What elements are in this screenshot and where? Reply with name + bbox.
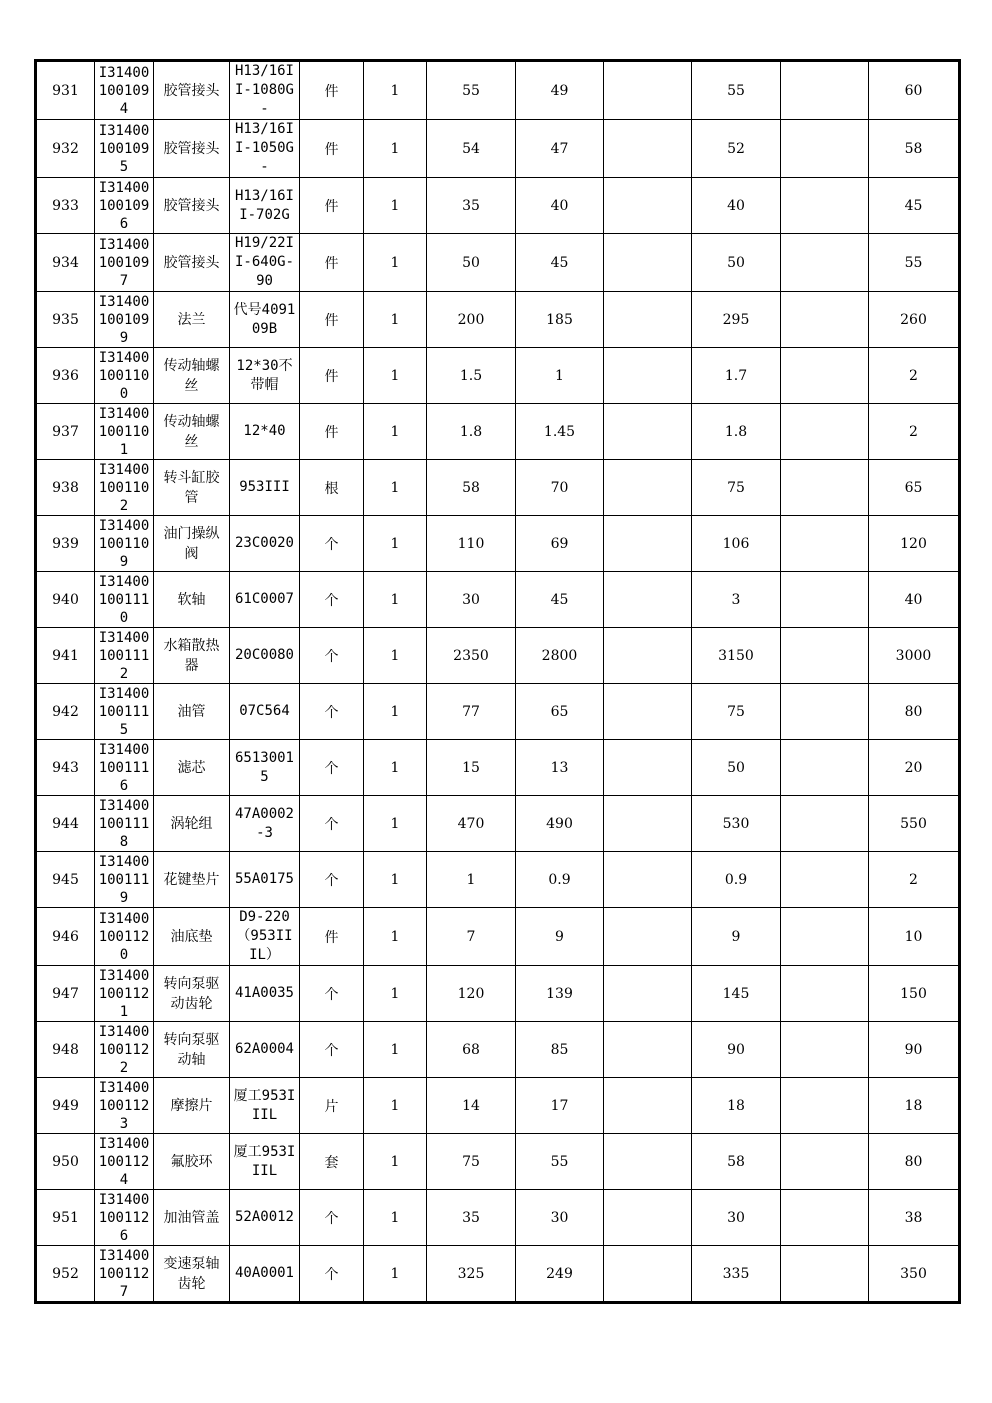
price-2-cell: 47: [516, 120, 604, 178]
price-6-cell: 80: [869, 684, 960, 740]
unit-cell: 个: [300, 1022, 364, 1078]
price-1-cell: 77: [427, 684, 516, 740]
part-name-cell: 摩擦片: [154, 1078, 230, 1134]
price-5-cell: [781, 628, 869, 684]
table-row: [36, 1078, 960, 1134]
price-3-cell: [604, 1078, 692, 1134]
price-2-cell: 9: [516, 908, 604, 966]
part-spec-cell: H13/16II-702G: [230, 178, 300, 234]
price-4-cell: 3150: [692, 628, 781, 684]
part-spec-cell: 65130015: [230, 740, 300, 796]
row-number-cell: 943: [36, 740, 95, 796]
row-number-cell: 950: [36, 1134, 95, 1190]
price-6-cell: 2: [869, 348, 960, 404]
row-number-cell: 942: [36, 684, 95, 740]
unit-cell: 个: [300, 1190, 364, 1246]
price-3-cell: [604, 61, 692, 120]
price-6-cell: 45: [869, 178, 960, 234]
price-6-cell: 38: [869, 1190, 960, 1246]
part-spec-cell: 20C0080: [230, 628, 300, 684]
price-2-cell: 45: [516, 234, 604, 292]
price-2-cell: 2800: [516, 628, 604, 684]
row-number-cell: 939: [36, 516, 95, 572]
price-5-cell: [781, 852, 869, 908]
price-1-cell: 75: [427, 1134, 516, 1190]
price-6-cell: 20: [869, 740, 960, 796]
unit-cell: 片: [300, 1078, 364, 1134]
price-2-cell: 30: [516, 1190, 604, 1246]
part-spec-cell: 07C564: [230, 684, 300, 740]
price-1-cell: 2350: [427, 628, 516, 684]
row-number-cell: 934: [36, 234, 95, 292]
part-name-cell: 变速泵轴齿轮: [154, 1246, 230, 1303]
price-2-cell: 1: [516, 348, 604, 404]
price-6-cell: 65: [869, 460, 960, 516]
price-5-cell: [781, 348, 869, 404]
row-number-cell: 949: [36, 1078, 95, 1134]
quantity-cell: 1: [364, 234, 427, 292]
price-6-cell: 260: [869, 292, 960, 348]
price-3-cell: [604, 740, 692, 796]
material-code-cell: I31400100109 9: [95, 292, 154, 348]
price-6-cell: 120: [869, 516, 960, 572]
quantity-cell: 1: [364, 740, 427, 796]
quantity-cell: 1: [364, 1246, 427, 1303]
quantity-cell: 1: [364, 628, 427, 684]
price-1-cell: 325: [427, 1246, 516, 1303]
part-name-cell: 法兰: [154, 292, 230, 348]
price-6-cell: 60: [869, 61, 960, 120]
quantity-cell: 1: [364, 404, 427, 460]
quantity-cell: 1: [364, 120, 427, 178]
price-6-cell: 2: [869, 404, 960, 460]
price-4-cell: 335: [692, 1246, 781, 1303]
price-2-cell: 490: [516, 796, 604, 852]
price-6-cell: 58: [869, 120, 960, 178]
part-spec-cell: H13/16II-1050G-: [230, 120, 300, 178]
price-5-cell: [781, 1022, 869, 1078]
row-number-cell: 931: [36, 61, 95, 120]
price-5-cell: [781, 460, 869, 516]
quantity-cell: 1: [364, 1078, 427, 1134]
price-3-cell: [604, 1246, 692, 1303]
part-spec-cell: 61C0007: [230, 572, 300, 628]
unit-cell: 个: [300, 852, 364, 908]
price-1-cell: 1.8: [427, 404, 516, 460]
material-code-cell: I31400100112 3: [95, 1078, 154, 1134]
price-3-cell: [604, 1190, 692, 1246]
price-3-cell: [604, 404, 692, 460]
table-row: [36, 740, 960, 796]
quantity-cell: 1: [364, 292, 427, 348]
quantity-cell: 1: [364, 1190, 427, 1246]
price-3-cell: [604, 1134, 692, 1190]
row-number-cell: 945: [36, 852, 95, 908]
row-number-cell: 944: [36, 796, 95, 852]
price-1-cell: 54: [427, 120, 516, 178]
price-1-cell: 1.5: [427, 348, 516, 404]
row-number-cell: 933: [36, 178, 95, 234]
price-5-cell: [781, 61, 869, 120]
unit-cell: 个: [300, 1246, 364, 1303]
price-4-cell: 30: [692, 1190, 781, 1246]
quantity-cell: 1: [364, 966, 427, 1022]
price-5-cell: [781, 908, 869, 966]
material-code-cell: I31400100112 2: [95, 1022, 154, 1078]
table-row: [36, 572, 960, 628]
part-name-cell: 加油管盖: [154, 1190, 230, 1246]
price-4-cell: 3: [692, 572, 781, 628]
material-code-cell: I31400100109 5: [95, 120, 154, 178]
unit-cell: 件: [300, 292, 364, 348]
part-name-cell: 油底垫: [154, 908, 230, 966]
material-code-cell: I31400100112 4: [95, 1134, 154, 1190]
price-4-cell: 1.8: [692, 404, 781, 460]
table-body: [36, 61, 960, 1303]
part-name-cell: 氟胶环: [154, 1134, 230, 1190]
quantity-cell: 1: [364, 684, 427, 740]
price-1-cell: 200: [427, 292, 516, 348]
material-code-cell: I31400100110 1: [95, 404, 154, 460]
part-spec-cell: 62A0004: [230, 1022, 300, 1078]
price-6-cell: 40: [869, 572, 960, 628]
unit-cell: 件: [300, 908, 364, 966]
price-2-cell: 1.45: [516, 404, 604, 460]
price-2-cell: 45: [516, 572, 604, 628]
part-spec-cell: 代号409109B: [230, 292, 300, 348]
part-spec-cell: 厦工953IIIL: [230, 1078, 300, 1134]
price-1-cell: 35: [427, 1190, 516, 1246]
price-3-cell: [604, 1022, 692, 1078]
price-4-cell: 145: [692, 966, 781, 1022]
price-2-cell: 13: [516, 740, 604, 796]
part-spec-cell: 23C0020: [230, 516, 300, 572]
row-number-cell: 938: [36, 460, 95, 516]
table-row: [36, 178, 960, 234]
price-5-cell: [781, 1134, 869, 1190]
price-5-cell: [781, 292, 869, 348]
price-3-cell: [604, 628, 692, 684]
part-name-cell: 软轴: [154, 572, 230, 628]
part-name-cell: 胶管接头: [154, 234, 230, 292]
part-name-cell: 油管: [154, 684, 230, 740]
price-3-cell: [604, 292, 692, 348]
part-spec-cell: H19/22II-640G-90: [230, 234, 300, 292]
part-name-cell: 传动轴螺丝: [154, 404, 230, 460]
price-1-cell: 470: [427, 796, 516, 852]
price-5-cell: [781, 1078, 869, 1134]
price-4-cell: 9: [692, 908, 781, 966]
table-row: [36, 61, 960, 120]
price-1-cell: 50: [427, 234, 516, 292]
material-code-cell: I31400100111 0: [95, 572, 154, 628]
part-name-cell: 转向泵驱动齿轮: [154, 966, 230, 1022]
material-code-cell: I31400100112 6: [95, 1190, 154, 1246]
material-code-cell: I31400100110 9: [95, 516, 154, 572]
price-6-cell: 90: [869, 1022, 960, 1078]
material-code-cell: I31400100111 2: [95, 628, 154, 684]
row-number-cell: 946: [36, 908, 95, 966]
unit-cell: 个: [300, 796, 364, 852]
part-name-cell: 滤芯: [154, 740, 230, 796]
price-2-cell: 40: [516, 178, 604, 234]
price-4-cell: 40: [692, 178, 781, 234]
unit-cell: 个: [300, 572, 364, 628]
price-5-cell: [781, 1190, 869, 1246]
price-1-cell: 120: [427, 966, 516, 1022]
price-3-cell: [604, 178, 692, 234]
material-code-cell: I31400100110 0: [95, 348, 154, 404]
table-row: [36, 908, 960, 966]
unit-cell: 件: [300, 178, 364, 234]
price-4-cell: 50: [692, 234, 781, 292]
part-spec-cell: 52A0012: [230, 1190, 300, 1246]
table-row: [36, 516, 960, 572]
quantity-cell: 1: [364, 348, 427, 404]
price-1-cell: 68: [427, 1022, 516, 1078]
quantity-cell: 1: [364, 1134, 427, 1190]
row-number-cell: 948: [36, 1022, 95, 1078]
quantity-cell: 1: [364, 178, 427, 234]
quantity-cell: 1: [364, 852, 427, 908]
price-2-cell: 70: [516, 460, 604, 516]
price-6-cell: 2: [869, 852, 960, 908]
price-6-cell: 10: [869, 908, 960, 966]
price-6-cell: 3000: [869, 628, 960, 684]
table-row: [36, 120, 960, 178]
price-3-cell: [604, 966, 692, 1022]
part-spec-cell: 41A0035: [230, 966, 300, 1022]
price-6-cell: 150: [869, 966, 960, 1022]
material-code-cell: I31400100111 9: [95, 852, 154, 908]
quantity-cell: 1: [364, 460, 427, 516]
part-spec-cell: 12*40: [230, 404, 300, 460]
price-4-cell: 106: [692, 516, 781, 572]
quantity-cell: 1: [364, 61, 427, 120]
price-4-cell: 90: [692, 1022, 781, 1078]
price-5-cell: [781, 1246, 869, 1303]
table-row: [36, 684, 960, 740]
unit-cell: 件: [300, 61, 364, 120]
row-number-cell: 941: [36, 628, 95, 684]
unit-cell: 个: [300, 684, 364, 740]
material-code-cell: I31400100112 7: [95, 1246, 154, 1303]
price-2-cell: 17: [516, 1078, 604, 1134]
quantity-cell: 1: [364, 908, 427, 966]
price-5-cell: [781, 516, 869, 572]
table-row: [36, 966, 960, 1022]
price-4-cell: 55: [692, 61, 781, 120]
price-6-cell: 350: [869, 1246, 960, 1303]
row-number-cell: 947: [36, 966, 95, 1022]
price-3-cell: [604, 572, 692, 628]
part-spec-cell: 953III: [230, 460, 300, 516]
quantity-cell: 1: [364, 796, 427, 852]
price-2-cell: 139: [516, 966, 604, 1022]
material-code-cell: I31400100109 4: [95, 61, 154, 120]
price-5-cell: [781, 404, 869, 460]
material-code-cell: I31400100109 6: [95, 178, 154, 234]
row-number-cell: 937: [36, 404, 95, 460]
price-4-cell: 52: [692, 120, 781, 178]
table-row: [36, 460, 960, 516]
unit-cell: 件: [300, 404, 364, 460]
part-name-cell: 涡轮组: [154, 796, 230, 852]
unit-cell: 件: [300, 348, 364, 404]
table-row: [36, 852, 960, 908]
price-3-cell: [604, 348, 692, 404]
table-row: [36, 628, 960, 684]
row-number-cell: 940: [36, 572, 95, 628]
row-number-cell: 932: [36, 120, 95, 178]
price-3-cell: [604, 684, 692, 740]
part-name-cell: 转斗缸胶管: [154, 460, 230, 516]
price-5-cell: [781, 740, 869, 796]
material-code-cell: I31400100111 8: [95, 796, 154, 852]
table-row: [36, 1190, 960, 1246]
material-code-cell: I31400100110 2: [95, 460, 154, 516]
row-number-cell: 935: [36, 292, 95, 348]
material-code-cell: I31400100111 6: [95, 740, 154, 796]
price-2-cell: 249: [516, 1246, 604, 1303]
price-3-cell: [604, 120, 692, 178]
price-3-cell: [604, 908, 692, 966]
price-4-cell: 295: [692, 292, 781, 348]
price-6-cell: 55: [869, 234, 960, 292]
unit-cell: 件: [300, 234, 364, 292]
table-row: [36, 234, 960, 292]
price-5-cell: [781, 178, 869, 234]
price-1-cell: 7: [427, 908, 516, 966]
table-row: [36, 404, 960, 460]
price-5-cell: [781, 234, 869, 292]
price-2-cell: 185: [516, 292, 604, 348]
price-3-cell: [604, 234, 692, 292]
price-3-cell: [604, 796, 692, 852]
part-spec-cell: D9-220（953IIIL）: [230, 908, 300, 966]
price-5-cell: [781, 120, 869, 178]
part-name-cell: 胶管接头: [154, 61, 230, 120]
price-2-cell: 0.9: [516, 852, 604, 908]
price-6-cell: 80: [869, 1134, 960, 1190]
price-3-cell: [604, 460, 692, 516]
table-row: [36, 1134, 960, 1190]
price-2-cell: 85: [516, 1022, 604, 1078]
price-4-cell: 1.7: [692, 348, 781, 404]
part-spec-cell: H13/16II-1080G-: [230, 61, 300, 120]
price-4-cell: 530: [692, 796, 781, 852]
price-1-cell: 55: [427, 61, 516, 120]
unit-cell: 根: [300, 460, 364, 516]
part-name-cell: 转向泵驱动轴: [154, 1022, 230, 1078]
quantity-cell: 1: [364, 516, 427, 572]
quantity-cell: 1: [364, 572, 427, 628]
price-4-cell: 18: [692, 1078, 781, 1134]
price-2-cell: 69: [516, 516, 604, 572]
unit-cell: 件: [300, 120, 364, 178]
part-spec-cell: 47A0002-3: [230, 796, 300, 852]
price-2-cell: 55: [516, 1134, 604, 1190]
material-code-cell: I31400100111 5: [95, 684, 154, 740]
table-row: [36, 1022, 960, 1078]
price-1-cell: 35: [427, 178, 516, 234]
material-code-cell: I31400100112 0: [95, 908, 154, 966]
part-name-cell: 水箱散热器: [154, 628, 230, 684]
unit-cell: 个: [300, 516, 364, 572]
price-6-cell: 550: [869, 796, 960, 852]
material-code-cell: I31400100109 7: [95, 234, 154, 292]
row-number-cell: 936: [36, 348, 95, 404]
price-3-cell: [604, 852, 692, 908]
table-row: [36, 1246, 960, 1303]
parts-price-table: [34, 59, 961, 1304]
price-1-cell: 30: [427, 572, 516, 628]
price-1-cell: 110: [427, 516, 516, 572]
price-5-cell: [781, 966, 869, 1022]
price-4-cell: 58: [692, 1134, 781, 1190]
unit-cell: 个: [300, 966, 364, 1022]
price-4-cell: 50: [692, 740, 781, 796]
row-number-cell: 951: [36, 1190, 95, 1246]
table-row: [36, 292, 960, 348]
price-2-cell: 49: [516, 61, 604, 120]
price-6-cell: 18: [869, 1078, 960, 1134]
price-1-cell: 58: [427, 460, 516, 516]
price-3-cell: [604, 516, 692, 572]
price-4-cell: 75: [692, 460, 781, 516]
part-spec-cell: 厦工953IIIL: [230, 1134, 300, 1190]
quantity-cell: 1: [364, 1022, 427, 1078]
part-spec-cell: 55A0175: [230, 852, 300, 908]
unit-cell: 个: [300, 740, 364, 796]
price-4-cell: 75: [692, 684, 781, 740]
table-row: [36, 348, 960, 404]
part-name-cell: 油门操纵阀: [154, 516, 230, 572]
price-5-cell: [781, 684, 869, 740]
price-1-cell: 14: [427, 1078, 516, 1134]
row-number-cell: 952: [36, 1246, 95, 1303]
part-name-cell: 胶管接头: [154, 120, 230, 178]
price-1-cell: 1: [427, 852, 516, 908]
price-4-cell: 0.9: [692, 852, 781, 908]
part-spec-cell: 40A0001: [230, 1246, 300, 1303]
table-row: [36, 796, 960, 852]
part-name-cell: 花键垫片: [154, 852, 230, 908]
price-2-cell: 65: [516, 684, 604, 740]
material-code-cell: I31400100112 1: [95, 966, 154, 1022]
unit-cell: 个: [300, 628, 364, 684]
part-name-cell: 胶管接头: [154, 178, 230, 234]
price-5-cell: [781, 572, 869, 628]
unit-cell: 套: [300, 1134, 364, 1190]
part-name-cell: 传动轴螺丝: [154, 348, 230, 404]
price-5-cell: [781, 796, 869, 852]
part-spec-cell: 12*30不带帽: [230, 348, 300, 404]
price-1-cell: 15: [427, 740, 516, 796]
